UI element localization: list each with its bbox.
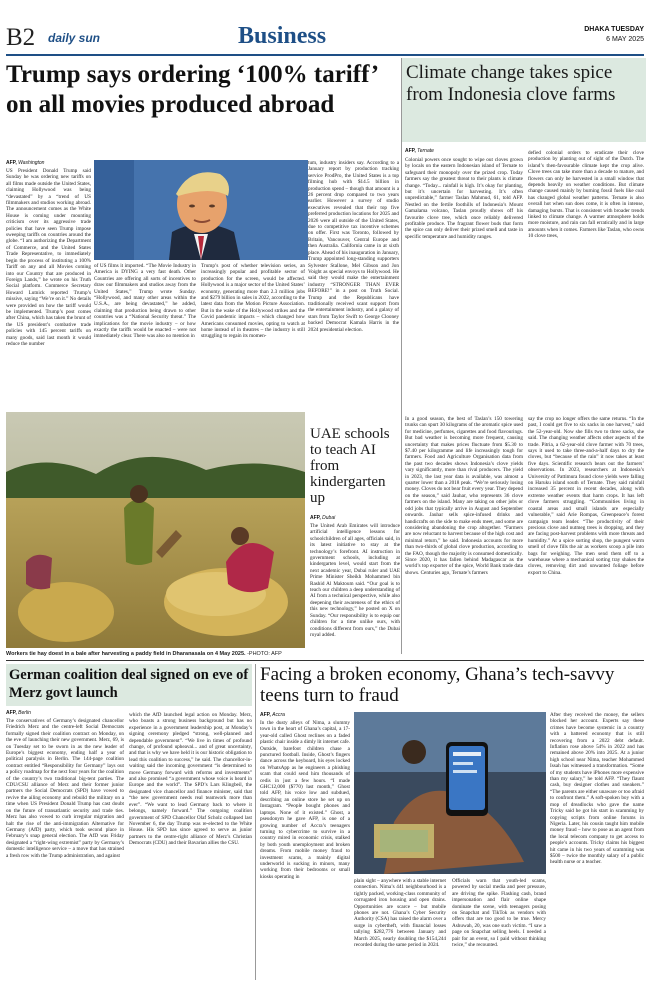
ghana-body-col2: plain sight – anywhere with a stable internet connection. Nima’s 441 neighbourhood is a tightly packed, working-class community of corrugated iron housing and open drains. Opportunities are scarce – but mobile phones are not. Ghana’s Cyber Security Authority (CSA) has raised the alarm over a surge in cybertheft, with financial losses tallying $282,776 between January and March 2025, nearly doubling the $154,244 recorded during the same period in 2024. xyxy=(354,878,446,949)
ghana-body-col3: Officials warn that youth-led scams, powered by social media and peer pressure, are driving the spike. Flashing cash, brand impersonation and flair online shape dominate the scene, with teenagers posing on Snapchat and TikTok as vendors with offers that are too good to be true. Mercy Ashuwah, 20, was one such victim. “I saw a page on Snapchat selling heels. I needed a pair for an event, so I paid without thinking twice,” she recounted. xyxy=(452,878,546,949)
german-body-col1: The conservatives of Germany’s designated chancellor Friedrich Merz and the centre-left Social Democrats formally signed their coalition contract on Monday, on the eve of launching their new government. Merz, 69, is on Tuesday set to be sworn in as the new leader of Europe’s biggest economy, ending half a year of political paralysis in Berlin. The 144-page coalition contract entitled “Responsibility for Germany” lays out a policy roadmap for the next four years for the coalition of the country’s two traditional big-tent parties. The CDU/CSU alliance of Merz and their former junior partners the Social Democrats (SPD) have vowed to revive the ailing economy and rebuild the military on a time when US President Donald Trump has cast doubt on the future of transatlantic security and trade ties. Merz has also vowed to curb irregular migration and halt the rise of the anti-immigration Alternative for Germany (AfD) party, which took second place in February’s snap general election. The AfD was Friday designated a “right-wing extremist” party by Germany’s domestic intelligence service – a move that has strained a fresh row with the Trump administration, and against xyxy=(6,718,124,859)
climate-body-col4: say the crop no longer offers the same returns. “In the past, I could get five to six sacks in one harvest,” said the 52-year-old. Now she fills two to three sacks, she said. The changing weather affects other aspects of the trade. Pitria, a 62-year-old clove farmer with 70 trees, says it used to take three-and-a-half days to dry the cloves, but “because of the rain” it now takes at least five days. Scientific research bears out the farmers’ observations. In 2023, researchers at Indonesia’s University of Pattimura found clove yields were falling on Haruku island south of Ternate. They said rainfall increased 35 percent in recent decades, along with extreme weather events that harm crops. It has left clove farmers struggling. “Communities living in coastal areas and small islands are especially vulnerable,” said Arie Rompas, Greenpeace’s forest campaign team leader. “The productivity of their precious clove and nutmeg trees is dropping, and they are facing post-harvest problems with more threats and humidity.” At a spice sorting shop, the pungent warm smell of clove fills the air as workers scoop a pile into bags for weighing. The men send them off to a warehouse where a mechanical sorting tray shakes the cloves, removing dirt and unwanted foliage before export to China. xyxy=(528,416,644,576)
trump-body-col2: of US films it imported. “The Movie Industry in America is DYING a very fast death. Other Countries are offering all sorts of incentives to draw our filmmakers and studios away from the United States,” Trump wrote Sunday. “Hollywood, and many other areas within the U.S.A., are being devastated,” he added, claiming that production being drawn to other countries was a “National Security threat.” The implications for the movie industry – or how exactly the tariffs would be enacted – were not immediately clear. There was also no mention in xyxy=(94,263,196,340)
field-photo xyxy=(6,412,305,648)
section-title: Business xyxy=(238,23,327,49)
ghana-body-col4: After they received the money, the sellers blocked her account. Experts say these crimes have become systemic in a country with a battered economy that is still recovering from a 2022 debt default. Inflation rose above 54% in 2022 and has remained above 20% into 2025. At a junior high school near Nima, teacher Mohammed Issah has witnessed a transformation. “Some of my students have iPhones more expensive than my salary,” he told AFP. “They flaunt cash, buy designer clothes and sneakers.” “The parents are either unaware or too afraid to confront them.” A soft-spoken boy with a mop of dreadlocks who gave the name Tricky said he got his start in scamming by copying scripts from online forums in Nigeria. Later, his cousin taught him mobile money fraud – how to pose as an agent from the local telecom company to get access to people’s accounts. Tricky claims his biggest hit came in his two years of scamming was $500 – twice the monthly salary of a public health nurse or a teacher. xyxy=(550,712,644,866)
uae-byline-place: Dubai xyxy=(322,515,336,521)
german-byline-agency: AFP, xyxy=(6,710,17,716)
field-workers-image xyxy=(6,412,305,648)
climate-body-col2: defied colonial orders to eradicate their clove production by planting out of sight of the Dutch. The island’s then-favourable climate kept the crop alive. Clove trees can take more than a decade to mature, and flowers can only be harvested in a small window that depends heavily on weather conditions. But climate change caused mainly by burning fossil fuels like coal has changed global weather patterns. Ternate is also overall hot when sun does come, it is often in intense, damaging bursts. That is consistent with broader trends linked to climate change. A warmer atmosphere holds more moisture, and rain can fall erratically and in large amounts when it comes. Farmers like Taslan, who owns 10 clove trees, xyxy=(528,150,644,240)
climate-byline-agency: AFP, xyxy=(405,148,416,154)
issue-date: 6 MAY 2025 xyxy=(606,36,644,43)
german-body-col2: which the AfD launched legal action on Monday. Merz, who boasts a strong business background but has no experience in a government leadership post, at Monday’s signing ceremony pledged “strong, well-planned and dependable government”. “We live in times of profound change, of profound upheaval... and of great uncertainty, and that is why we have held it is our historic obligation to lead this coalition to success,” he said. The chancellor-in-waiting said the incoming government “is determined to move Germany forward with reforms and investments” and also promised “a government whose voice is heard in Europe and the world”. The SPD’s Lars Klingbeil, the designated vice chancellor and finance minister, said that “the new government needs real teamwork more than ever”. “We want to lead Germany back to where it belongs, namely forward.” The outgoing coalition government of SPD Chancellor Olaf Scholz collapsed last November 6, the day Trump was re-elected to the White House. His SPD has since agreed to serve as junior partners to the centre-right alliance of Merz’s Christian Democrats (CDU) and their Bavarian allies the CSU. xyxy=(129,712,252,847)
trump-photo xyxy=(94,160,308,260)
ghana-byline-agency: AFP, xyxy=(260,712,271,718)
field-photo-credit: -PHOTO: AFP xyxy=(247,651,282,657)
german-ghana-divider xyxy=(255,664,256,980)
trump-headline: Trump says ordering ‘100% tariff’ on all movies produced abroad xyxy=(6,61,378,118)
masthead xyxy=(6,22,644,52)
ghana-byline xyxy=(260,712,285,718)
ghana-byline-place: Accra xyxy=(272,712,285,718)
climate-divider xyxy=(401,58,402,654)
trump-portrait-image xyxy=(94,160,308,260)
page-number: B2 xyxy=(6,24,36,51)
trump-byline-place: Washington xyxy=(18,160,45,166)
german-headline: German coalition deal signed on eve of Merz govt launch xyxy=(9,667,249,701)
trump-byline-agency: AFP, xyxy=(6,160,17,166)
ghana-photo xyxy=(354,712,546,874)
german-byline-place: Berlin xyxy=(18,710,31,716)
phone-scam-image xyxy=(354,712,546,874)
trump-body-col3: Trump’s post of whether television series, an increasingly popular and profitable sector of production for the screen, would be affected. Hollywood is a major sector of the United States’ economy, generating more than 2.3 million jobs and $279 billion in sales in 2022, according to the latest data from the Motion Picture Association. But in the wake of the Hollywood strikes and the Covid pandemic impacts – which changed how Americans consumed movies, opting to watch at home instead of in theatres – the industry is still struggling to regain its momen- xyxy=(201,263,305,340)
uae-headline: UAE schools to teach AI from kindergarten up xyxy=(310,426,390,506)
climate-headline: Climate change takes spice from Indonesia clove farms xyxy=(406,62,616,105)
ghana-body-col1: In the dusty alleys of Nima, a slummy town in the heart of Ghana’s capital, a 17-year-old called Ghost reclines on a faded plastic chair inside a dimly lit internet cafe. Outside, barefoot children chase a punctured football. Inside, Ghost’s fingers dance across the keyboard, his eyes locked on WhatsApp as he engineers a phishing scam that could send him thousands of cedis in just a few hours. “I made GHC12,000 ($770) last month,” Ghost told AFP, his voice low and subdued, describing an online store he set up on Instagram. “People bought phones and laptops. None of it existed.” Ghost, a pseudonym he gave AFP, is one of a growing number of Accra’s teenagers turning to cybercrime to survive in a country mired in economic crisis, stalked by both youth unemployment and broken dreams. From mobile money fraud to investment scams, a mainly digital underworld is sucking in minors, many working from their bedrooms or small kiosks operating in xyxy=(260,720,350,880)
masthead-rule xyxy=(6,54,644,56)
uae-body: The United Arab Emirates will introduce artificial intelligence lessons for schoolchildren of all ages, officials said, in its latest initiative to stay at the technology’s forefront. AI instruction in government schools, including at kindergarten level, would start from the next academic year, Dubai ruler and UAE Prime Minister Sheikh Mohammed bin Rashid Al Maktoum said. “Our goal is to teach our children a deep understanding of AI from a technical perspective, while also deepening their awareness of the ethics of this new technology,” he posted on X on Sunday. “Our responsibility is to equip our children for a time unlike ours, with conditions different from ours,” the Dubai royal added. xyxy=(310,523,400,638)
climate-body-col3: In a good season, the best of Taslan’s 150 towering trunks can spurt 30 kilograms of the aromatic spice used for medicine, perfumes, cigarettes and food flavourings. But bad weather is becoming more frequent, causing uncertainty that makes prices fluctuate from $5.30 to $7.40 per kilogramme and life increasingly tough for farmers. Food and Agriculture Organisation data from the past two decades shows Indonesia’s clove yields vary significantly, more than rival producers. The yield in 2023, the last year data is available, was almost a quarter lower than a 2018 peak. “We’re seriously losing money. Cloves do not bear fruit every year. They depend on the season,” said Jauhar, who represents 36 clove farmers on the island. Many are taking on other jobs or odd jobs that typically arrive in August and September onwards. Jauhar sells spice-infused drinks and handicrafts on the side to make ends meet, and some are considering abandoning the crop altogether. “Farmers are now reluctant to harvest because of the high cost and minimal return,” he said. Indonesia accounts for more than two-thirds of global clove production, according to the FAO, though the majority is consumed domestically. Since 2020, it has fallen behind Madagascar as the world’s top exporter of the spice, World Bank trade data shows. Centuries ago, Ternate’s farmers xyxy=(405,416,523,576)
climate-byline-place: Ternate xyxy=(417,148,434,154)
trump-byline xyxy=(6,160,44,166)
trump-body-col1: US President Donald Trump said Sunday he was ordering new tariffs on all films made outside the United States, claiming Hollywood was being “devastated” by a “trend of US filmmakers and studios working abroad. The announcement comes as the White House is coming under mounting criticism over its aggressive trade policies that have seen Trump impose sweeping tariffs on countries around the globe. “I am authorizing the Department of Commerce, and the United States Trade Representative, to immediately begin the process of instituting a 100% Tariff on any and all Movies coming into our Country that are produced in Foreign Lands,” he wrote on his Truth Social platform. Commerce Secretary Howard Lutnick reported Trump’s missive, saying “We’re on it.” No details were provided on how the tariff would be implemented. Trump’s post comes after China, which has taken the brunt of the US president’s combative trade policies with 145 percent tariffs on many goods, said last month it would reduce the number xyxy=(6,168,91,347)
city-day: DHAKA TUESDAY xyxy=(584,26,644,33)
trump-body-col4: tum, industry insiders say. According to a January report by production tracking service ProdPro, the United States is a top filming hub with $14.5 billion in production spend – though that amount is a 26 percent drop compared to two years earlier. However a survey of studio executives revealed that their top five preferred production locations for 2025 and 2026 were all outside of the United States, due to competitive tax incentive schemes on offer. First was Toronto, followed by Britain, Vancouver, Central Europe and then Australia. California came in at sixth place. Ahead of his inauguration in January, Trump appointed long-standing supporters Sylvester Stallone, Mel Gibson and Jon Voight as special envoys to Hollywood. He said they would make the entertainment industry “STRONGER THAN EVER BEFORE!” in a post on Truth Social. Trump and the Republicans have traditionally received scant support from the entertainment industry, and a galaxy of stars from Taylor Swift to George Clooney backed Democrat Kamala Harris in the 2024 presidential election. xyxy=(308,160,399,333)
uae-byline-agency: AFP, xyxy=(310,515,321,521)
field-photo-caption xyxy=(6,651,306,657)
ghana-headline: Facing a broken economy, Ghana’s tech-savvy teens turn to fraud xyxy=(260,664,615,706)
german-byline xyxy=(6,710,31,716)
climate-byline xyxy=(405,148,434,154)
field-photo-caption-text: Workers tie hay doest in a bale after harvesting a paddy field in Dharanasala on 4 May 2025. xyxy=(6,651,246,657)
uae-byline xyxy=(310,515,335,521)
paper-logo: daily sun xyxy=(48,31,101,45)
lower-section-rule xyxy=(6,660,644,661)
climate-body-col1: Colonial powers once sought to wipe out cloves grown by locals on the eastern Indonesian island of Ternate to safeguard their monopoly over the prized crop. Today farmers say the greatest threat to their plants is climate change. “Today... rainfall is high. It’s okay for planting, but it’s uncertain for harvesting. It’s often unpredictable,” farmer Taslan Mahmud, 61, told AFP. Nestled on the fertile foothills of Indonesia’s Mount Gamalama volcano, Taslan proudly shows off his favourite clove tree, which once reliably delivered profitable produce. The fragrant flower buds that form the spice can only deliver their prized smell and taste in specific temperature and humidity ranges. xyxy=(405,157,523,240)
